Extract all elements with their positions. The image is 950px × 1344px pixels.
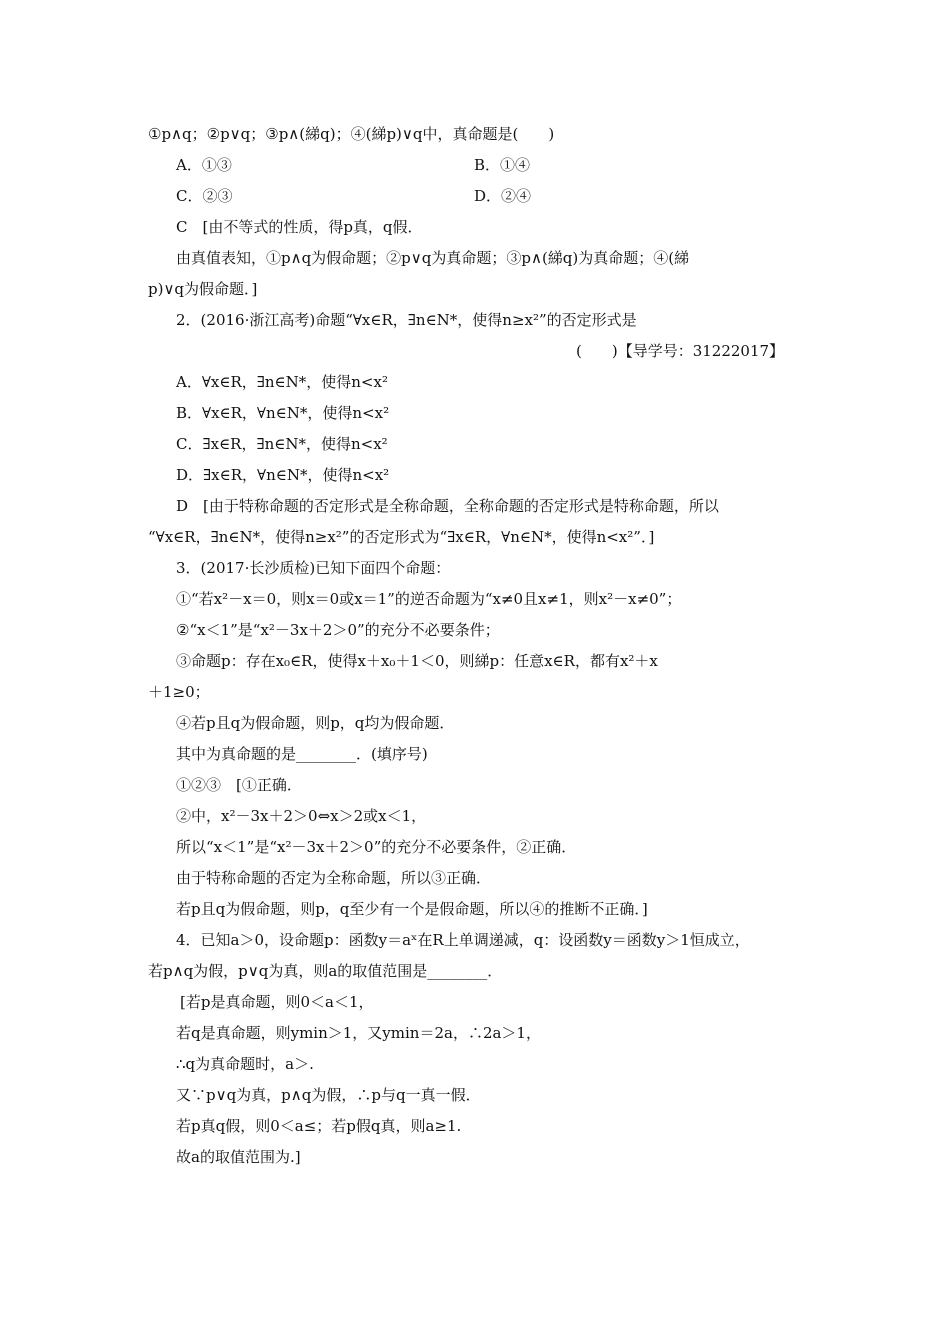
answer-line: ①②③ [①正确． xyxy=(176,776,302,794)
text-line: 又∵p∨q为真，p∧q为假，∴p与q一真一假． xyxy=(176,1086,481,1104)
text-line: ∴q为真命题时，a＞. xyxy=(176,1055,314,1073)
text-line: 若q是真命题，则ymin＞1，又ymin＝2a，∴2a＞1， xyxy=(176,1024,541,1042)
text-line: 若p真q假，则0＜a≤；若p假q真，则a≥1. xyxy=(176,1117,462,1135)
option-a: A．①③ xyxy=(176,156,232,174)
text-line: 由真值表知，①p∧q为假命题；②p∨q为真命题；③p∧(綈q)为真命题；④(綈 xyxy=(176,249,690,267)
option-b: B．①④ xyxy=(474,156,531,174)
text-line: 若p∧q为假，p∨q为真，则a的取值范围是________． xyxy=(148,962,503,980)
answer-line: D [由于特称命题的否定形式是全称命题，全称命题的否定形式是特称命题，所以 xyxy=(176,497,719,515)
option-d: D．②④ xyxy=(474,187,532,205)
text-line: 由于特称命题的否定为全称命题，所以③正确． xyxy=(176,869,492,887)
text-line: ＋1≥0； xyxy=(148,683,210,701)
text-line: 故a的取值范围为.] xyxy=(176,1148,301,1166)
option-c: C．②③ xyxy=(176,187,233,205)
text-line: ③命题p：存在x₀∈R，使得x＋x₀＋1＜0，则綈p：任意x∈R，都有x²＋x xyxy=(176,652,658,670)
text-line: ②中，x²－3x＋2＞0⇔x＞2或x＜1， xyxy=(176,807,427,825)
guide-number: ( )【导学号：31222017】 xyxy=(576,342,785,360)
answer-line: C [由不等式的性质，得p真，q假． xyxy=(176,218,423,236)
text-line: ④若p且q为假命题，则p，q均为假命题． xyxy=(176,714,455,732)
question-3: 3．(2017·长沙质检)已知下面四个命题： xyxy=(176,559,451,577)
option-b: B．∀x∈R，∀n∈N*，使得n<x² xyxy=(176,404,390,422)
text-line: 其中为真命题的是________．(填序号) xyxy=(176,745,428,763)
answer-line: [若p是真命题，则0＜a＜1， xyxy=(180,993,374,1011)
text-line: 所以“x＜1”是“x²－3x＋2＞0”的充分不必要条件，②正确． xyxy=(176,838,577,856)
question-2: 2．(2016·浙江高考)命题“∀x∈R，∃n∈N*，使得n≥x²”的否定形式是 xyxy=(176,311,637,329)
text-line: ①p∧q；②p∨q；③p∧(綈q)；④(綈p)∨q中，真命题是( ) xyxy=(148,125,555,143)
option-a: A．∀x∈R，∃n∈N*，使得n<x² xyxy=(176,373,388,391)
text-line: “∀x∈R，∃n∈N*，使得n≥x²”的否定形式为“∃x∈R，∀n∈N*，使得n<x²”．] xyxy=(148,528,655,546)
text-line: ①“若x²－x＝0，则x＝0或x＝1”的逆否命题为“x≠0且x≠1，则x²－x≠0”； xyxy=(176,590,682,608)
text-line: p)∨q为假命题．] xyxy=(148,280,258,298)
text-line: ②“x＜1”是“x²－3x＋2＞0”的充分不必要条件； xyxy=(176,621,500,639)
question-4: 4．已知a＞0，设命题p：函数y＝aˣ在R上单调递减，q：设函数y＝函数y＞1恒成立， xyxy=(176,931,750,949)
text-line: 若p且q为假命题，则p，q至少有一个是假命题，所以④的推断不正确．] xyxy=(176,900,648,918)
option-d: D．∃x∈R，∀n∈N*，使得n<x² xyxy=(176,466,390,484)
option-c: C．∃x∈R，∃n∈N*，使得n<x² xyxy=(176,435,388,453)
